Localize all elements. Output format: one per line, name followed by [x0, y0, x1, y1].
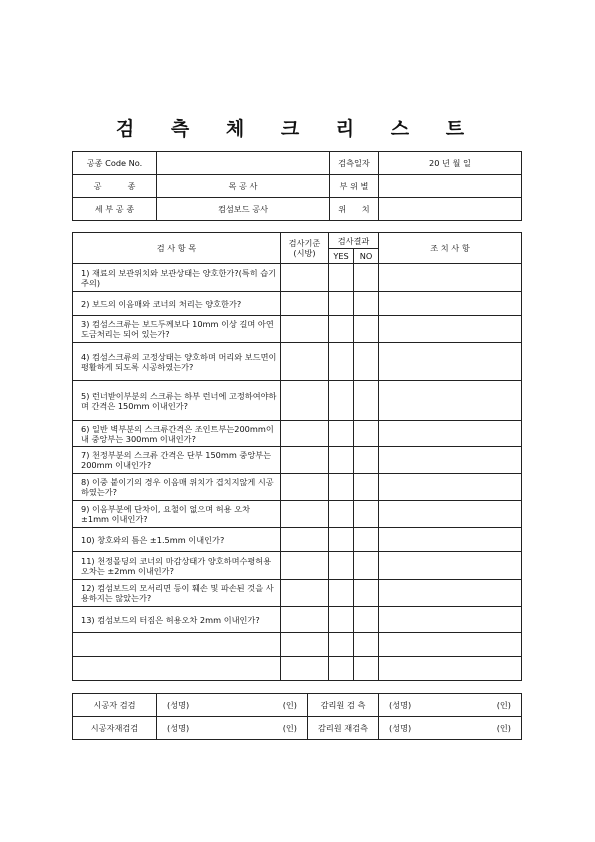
check-item: 10) 창호와의 틈은 ±1.5mm 이내인가? [73, 528, 281, 552]
no-cell[interactable] [354, 552, 379, 580]
action-cell[interactable] [379, 447, 522, 474]
inspection-date-field[interactable]: 20 년 월 일 [379, 152, 522, 175]
no-cell[interactable] [354, 381, 379, 421]
yes-cell[interactable] [329, 657, 354, 681]
criteria-cell[interactable] [281, 528, 329, 552]
no-cell[interactable] [354, 316, 379, 343]
sign-name-label: (성명) [167, 700, 190, 710]
no-cell[interactable] [354, 528, 379, 552]
supervisor-re-sign-field[interactable] [379, 717, 522, 740]
check-item: 4) 컴섬스크류의 고정상태는 양호하며 머리와 보드면이 평활하게 되도록 시공하였는가? [73, 343, 281, 381]
yes-cell[interactable] [329, 264, 354, 292]
criteria-header-line2: (시방) [293, 248, 316, 258]
check-item: 12) 컴섬보드의 모서리면 등이 훼손 및 파손된 것을 사용하지는 않았는가? [73, 580, 281, 607]
sign-seal-label: (인) [496, 723, 511, 733]
yes-cell[interactable] [329, 343, 354, 381]
yes-cell[interactable] [329, 421, 354, 447]
criteria-cell[interactable] [281, 264, 329, 292]
yes-cell[interactable] [329, 501, 354, 528]
checklist-row [73, 447, 522, 474]
action-header: 조 치 사 항 [379, 233, 522, 264]
checklist-row [73, 292, 522, 316]
sign-name-label: (성명) [167, 723, 190, 733]
yes-cell[interactable] [329, 633, 354, 657]
action-cell[interactable] [379, 343, 522, 381]
sub-work-field[interactable]: 컴섬보드 공사 [157, 198, 330, 221]
yes-cell[interactable] [329, 552, 354, 580]
checklist-row [73, 474, 522, 501]
action-cell[interactable] [379, 264, 522, 292]
items-header: 검 사 항 목 [73, 233, 281, 264]
checklist-row [73, 264, 522, 292]
info-table [72, 151, 522, 221]
location-label: 위 치 [330, 198, 379, 221]
no-cell[interactable] [354, 501, 379, 528]
check-item: 13) 컴섬보드의 터짐은 허용오차 2mm 이내인가? [73, 607, 281, 633]
yes-cell[interactable] [329, 474, 354, 501]
action-cell[interactable] [379, 421, 522, 447]
check-item: 9) 이음부분에 단차이, 요철이 없으며 허용 오차 ±1mm 이내인가? [73, 501, 281, 528]
supervisor-label: 감리원 검 측 [308, 694, 379, 717]
criteria-cell[interactable] [281, 552, 329, 580]
no-cell[interactable] [354, 264, 379, 292]
check-item: 5) 런너받이부분의 스크류는 하부 런너에 고정하여야하며 간격은 150mm 이내인가? [73, 381, 281, 421]
signature-table [72, 693, 522, 740]
result-header: 검사결과 [329, 233, 379, 249]
action-cell[interactable] [379, 633, 522, 657]
part-field[interactable] [379, 175, 522, 198]
no-cell[interactable] [354, 447, 379, 474]
criteria-cell[interactable] [281, 657, 329, 681]
criteria-header-line1: 검사기준 [288, 238, 321, 248]
yes-header: YES [329, 249, 354, 264]
action-cell[interactable] [379, 528, 522, 552]
checklist-row [73, 501, 522, 528]
yes-cell[interactable] [329, 316, 354, 343]
sign-seal-label: (인) [496, 700, 511, 710]
no-cell[interactable] [354, 474, 379, 501]
info-row [73, 152, 522, 175]
checklist-row [73, 633, 522, 657]
yes-cell[interactable] [329, 580, 354, 607]
criteria-cell[interactable] [281, 447, 329, 474]
checklist-header-row [73, 233, 522, 249]
action-cell[interactable] [379, 474, 522, 501]
action-cell[interactable] [379, 580, 522, 607]
checklist-row [73, 580, 522, 607]
criteria-cell[interactable] [281, 474, 329, 501]
sign-name-label: (성명) [389, 700, 412, 710]
no-cell[interactable] [354, 607, 379, 633]
criteria-cell[interactable] [281, 607, 329, 633]
action-cell[interactable] [379, 552, 522, 580]
sub-work-label: 세 부 공 종 [73, 198, 157, 221]
checklist-row [73, 552, 522, 580]
checklist-table [72, 232, 522, 681]
no-cell[interactable] [354, 580, 379, 607]
checklist-row [73, 607, 522, 633]
no-cell[interactable] [354, 633, 379, 657]
work-type-field[interactable]: 목 공 사 [157, 175, 330, 198]
check-item: 2) 보드의 이음매와 코너의 처리는 양호한가? [73, 292, 281, 316]
criteria-cell[interactable] [281, 316, 329, 343]
yes-cell[interactable] [329, 607, 354, 633]
yes-cell[interactable] [329, 292, 354, 316]
checklist-row [73, 381, 522, 421]
project-code-label: 공종 Code No. [73, 152, 157, 175]
checklist-row [73, 657, 522, 681]
criteria-cell[interactable] [281, 501, 329, 528]
check-item: 1) 재료의 보관위치와 보관상태는 양호한가?(특히 습기주의) [73, 264, 281, 292]
sign-seal-label: (인) [282, 723, 297, 733]
action-cell[interactable] [379, 316, 522, 343]
inspection-date-label: 검측일자 [330, 152, 379, 175]
check-item: 3) 컴섬스크류는 보드두께보다 10mm 이상 길며 아연 도금처리는 되어 있는가? [73, 316, 281, 343]
check-item: 7) 천정부분의 스크류 간격은 단부 150mm 중앙부는 200mm 이내인가? [73, 447, 281, 474]
check-item: 11) 천정몰딩의 코너의 마감상태가 양호하며수평허용 오차는 ±2mm 이내인가? [73, 552, 281, 580]
info-row [73, 198, 522, 221]
no-header: NO [354, 249, 379, 264]
work-type-label: 공 종 [73, 175, 157, 198]
action-cell[interactable] [379, 657, 522, 681]
action-cell[interactable] [379, 292, 522, 316]
checklist-row [73, 528, 522, 552]
criteria-header [281, 233, 329, 264]
no-cell[interactable] [354, 421, 379, 447]
criteria-cell[interactable] [281, 343, 329, 381]
check-item: 8) 이중 붙이기의 경우 이음매 위치가 겹치지않게 시공하였는가? [73, 474, 281, 501]
checklist-row [73, 316, 522, 343]
sign-name-label: (성명) [389, 723, 412, 733]
checklist-row [73, 343, 522, 381]
info-row [73, 175, 522, 198]
action-cell[interactable] [379, 381, 522, 421]
yes-cell[interactable] [329, 447, 354, 474]
document-title: 검 측 체 크 리 스 트 [115, 118, 480, 140]
criteria-cell[interactable] [281, 633, 329, 657]
yes-cell[interactable] [329, 528, 354, 552]
signature-row [73, 694, 522, 717]
action-cell[interactable] [379, 607, 522, 633]
checklist-row [73, 421, 522, 447]
criteria-cell[interactable] [281, 292, 329, 316]
check-item: 6) 일반 벽부분의 스크류간격은 조인트부는200mm이내 중앙부는 300mm 이내인가? [73, 421, 281, 447]
part-label: 부 위 별 [330, 175, 379, 198]
contractor-re-sign-field[interactable] [157, 717, 308, 740]
check-item [73, 657, 281, 681]
no-cell[interactable] [354, 343, 379, 381]
no-cell[interactable] [354, 657, 379, 681]
supervisor-re-label: 감리원 재검측 [308, 717, 379, 740]
supervisor-sign-field[interactable] [379, 694, 522, 717]
sign-seal-label: (인) [282, 700, 297, 710]
contractor-re-label: 시공자재검검 [73, 717, 157, 740]
criteria-cell[interactable] [281, 580, 329, 607]
action-cell[interactable] [379, 501, 522, 528]
check-item [73, 633, 281, 657]
no-cell[interactable] [354, 292, 379, 316]
signature-row [73, 717, 522, 740]
criteria-cell[interactable] [281, 381, 329, 421]
project-code-field[interactable] [157, 152, 330, 175]
contractor-manager-sign-field[interactable] [157, 694, 308, 717]
criteria-cell[interactable] [281, 421, 329, 447]
location-field[interactable] [379, 198, 522, 221]
yes-cell[interactable] [329, 381, 354, 421]
contractor-manager-label: 시공자 검검 [73, 694, 157, 717]
